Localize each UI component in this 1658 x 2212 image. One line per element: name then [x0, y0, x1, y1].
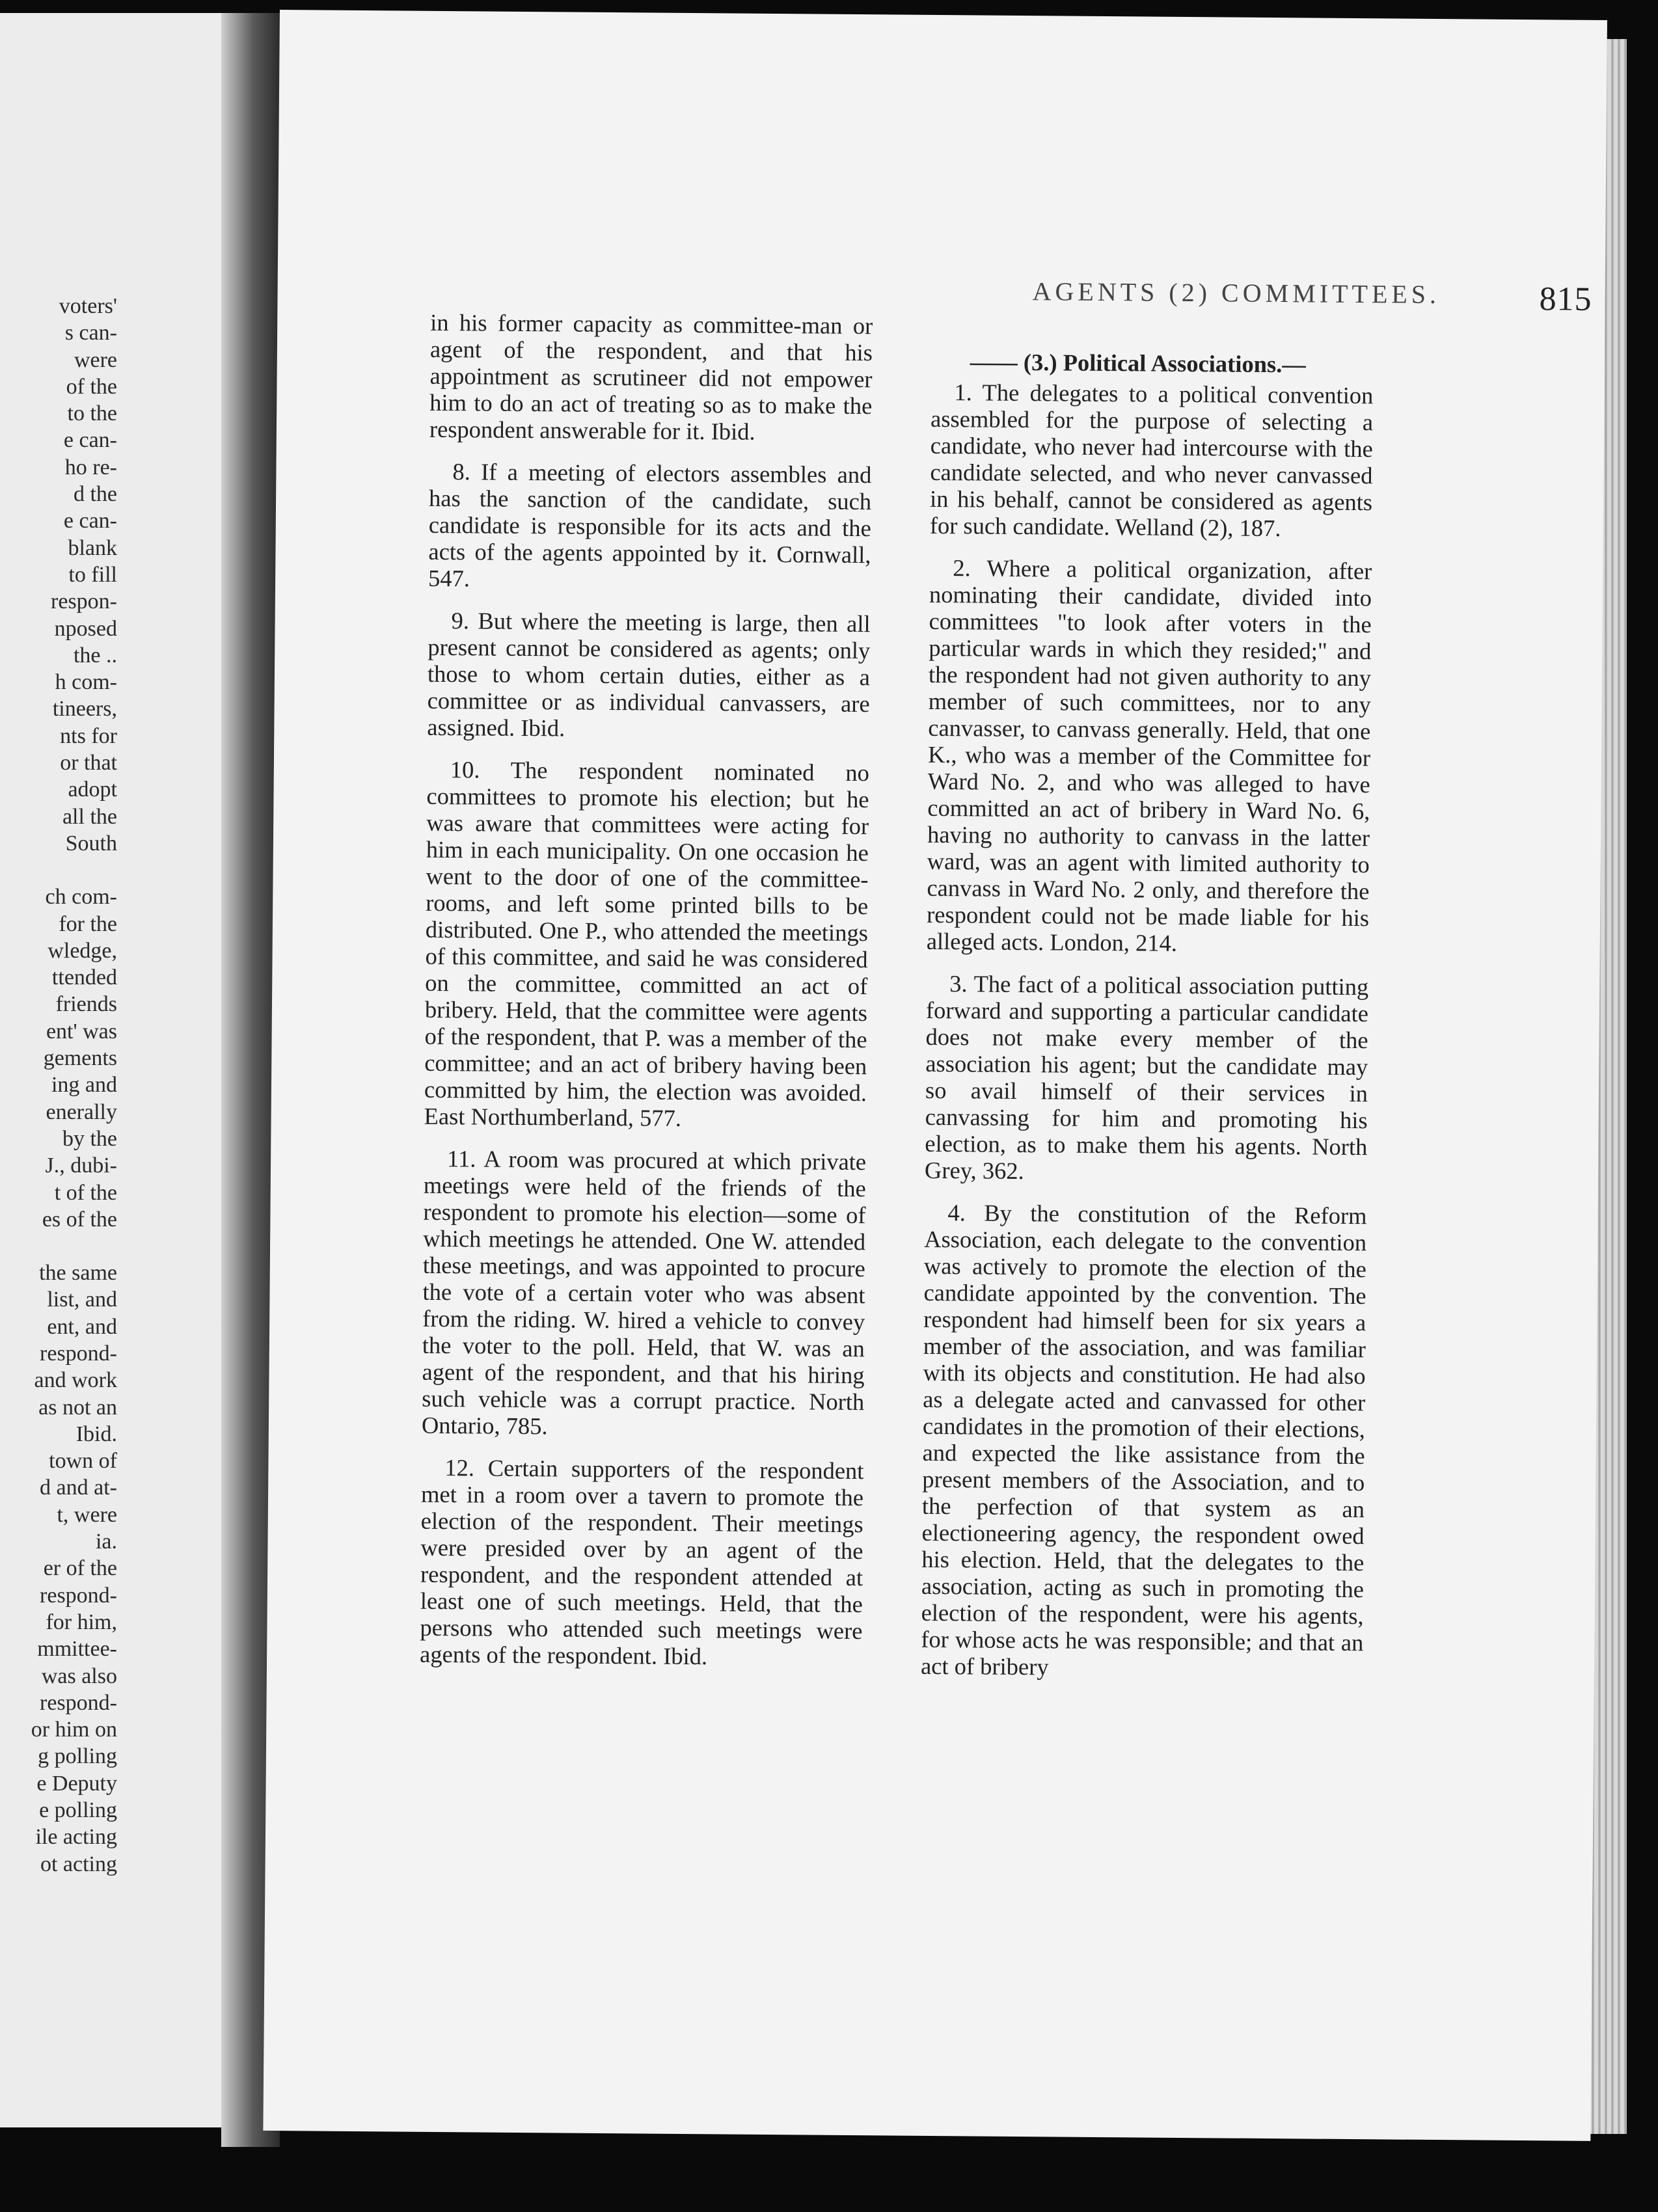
left-fragment-line: t, were — [57, 1502, 117, 1527]
book-page-815 — [263, 10, 1607, 2141]
left-fragment-line: tineers, — [52, 697, 117, 722]
left-fragment-line: for the — [59, 911, 117, 936]
left-fragment-line: ent, and — [47, 1314, 117, 1339]
text-column-right — [921, 348, 1374, 1698]
paragraph-continued: in his former capacity as committee-man or agent of the respondent, and that his appointment as scrutineer did not empower him to do an act of treating so as to make the respondent answerable for it. Ibid. — [429, 308, 873, 445]
left-fragment-line: ent' was — [46, 1019, 117, 1044]
left-fragment-line: t of the — [54, 1180, 117, 1205]
left-fragment-line: and work — [34, 1368, 117, 1393]
left-fragment-line: e polling — [39, 1798, 117, 1823]
left-fragment-line: d and at- — [40, 1476, 117, 1500]
left-fragment-line: as not an — [38, 1395, 117, 1420]
left-fragment-line: mmittee- — [37, 1637, 117, 1662]
left-fragment-line: voters' — [59, 294, 117, 318]
running-header — [759, 274, 1592, 318]
left-fragment-line: e can- — [63, 509, 117, 533]
left-fragment-line — [0, 857, 117, 883]
left-fragment-line: g polling — [38, 1744, 117, 1769]
left-fragment-line: er of the — [43, 1556, 117, 1581]
left-fragment-line: Ibid. — [75, 1422, 117, 1446]
left-fragment-line: respond- — [40, 1583, 117, 1608]
left-fragment-line: or that — [60, 751, 117, 776]
left-fragment-line: J., dubi- — [45, 1153, 117, 1178]
left-fragment-line: nposed — [54, 616, 117, 641]
left-fragment-line: friends — [55, 992, 117, 1017]
left-fragment-line: to the — [67, 401, 117, 426]
left-fragment-line: respon- — [51, 589, 117, 614]
paragraph-4: 4. By the constitution of the Reform Association, each delegate to the convention was actively to promote the election of the candidate appointed by the convention. The respondent had himself been for six years a member of the association, and was familiar with its objects and constitution. He had also as a delegate acted and canvassed for other candidates in the promotion of their elections, and expected the like assistance from the present members of the Association, and to the perfection of that system as an electioneering agency, the respondent owed his election. Held, that the delegates to the association, acting as such in promoting the election of the respondent, were his agents, for whose acts he was responsible; and that an act of bribery — [920, 1199, 1367, 1680]
section-heading: —— (3.) Political Associations.— — [970, 348, 1306, 378]
left-fragment-line: all the — [62, 804, 117, 829]
running-title: AGENTS (2) COMMITTEES. — [1032, 276, 1441, 310]
left-fragment-line: d the — [73, 482, 117, 507]
left-page-text-fragments — [0, 293, 117, 1878]
text-column-left — [420, 309, 873, 1686]
left-fragment-line: gements — [43, 1046, 117, 1071]
paragraph-8: 8. If a meeting of electors assembles and has the sanction of the candidate, such candidate is responsible for its acts and the acts of the agents appointed by it. Cornwall, 547. — [428, 458, 872, 592]
paragraph-10: 10. The respondent nominated no committees to promote his election; but he was aware that committees were acting for him in each municipality. On one occasion he went to the door of one of the committee-rooms, and left some printed bills to be distributed. One P., who attended the meetings of this committee, and said he was considered on the committee, committed an act of bribery. Held, that the committee were agents of the respondent, that P. was a member of the committee; and an act of bribery having been committed by him, the election was avoided. East Northumberland, 577. — [424, 756, 869, 1131]
left-fragment-line: blank — [68, 535, 117, 560]
paragraph-2: 2. Where a political organization, after nominating their candidate, divided into committees "to look after voters in the particular wards in which they resided;" and the respondent had not given authority to any member of such committees, nor to any canvasser, to canvass generally. Held, that one K., who was a member of the Committee for Ward No. 2, and who was alleged to have committed an act of bribery in Ward No. 6, having no authority to canvass in the latter ward, was an agent with limited authority to canvass in Ward No. 2 only, and therefore the respondent could not be made liable for his alleged acts. London, 214. — [926, 554, 1372, 956]
left-fragment-line: the .. — [73, 643, 117, 668]
left-fragment-line: respond- — [40, 1341, 117, 1366]
left-fragment-line: town of — [49, 1449, 117, 1474]
left-fragment-line: wledge, — [48, 938, 117, 963]
left-fragment-line: respond- — [40, 1690, 117, 1715]
left-fragment-line: South — [65, 831, 117, 856]
left-fragment-line: ttended — [51, 965, 117, 990]
left-fragment-line: s can- — [64, 321, 117, 345]
paragraph-9: 9. But where the meeting is large, then all present cannot be considered as agents; only those to whom certain duties, either as a committee or as individual canvassers, are assigned. Ibid. — [427, 607, 871, 742]
left-fragment-line: by the — [62, 1126, 117, 1151]
paragraph-1: 1. The delegates to a political convention assembled for the purpose of selecting a candidate, who never had intercourse with the candidate selected, and who never canvassed in his behalf, cannot be considered as agents for such candidate. Welland (2), 187. — [929, 379, 1374, 542]
left-fragment-line: to fill — [68, 562, 117, 587]
facing-page-left — [0, 13, 221, 2127]
left-fragment-line: enerally — [46, 1099, 117, 1124]
left-fragment-line: nts for — [60, 723, 117, 748]
page-number: 815 — [1539, 280, 1592, 318]
left-fragment-line — [0, 1233, 117, 1260]
left-fragment-line: ho re- — [64, 455, 117, 479]
left-fragment-line: e Deputy — [36, 1771, 117, 1796]
left-fragment-line: ch com- — [45, 885, 117, 910]
left-fragment-line: ile acting — [35, 1825, 117, 1850]
left-fragment-line: list, and — [47, 1288, 117, 1312]
left-fragment-line: ing and — [51, 1073, 117, 1098]
left-fragment-line: es of the — [42, 1207, 117, 1232]
left-fragment-line: were — [74, 347, 117, 372]
left-fragment-line: h com- — [55, 670, 117, 695]
left-fragment-line: for him, — [46, 1610, 117, 1634]
left-fragment-line: of the — [66, 374, 117, 399]
left-fragment-line: or him on — [31, 1718, 117, 1742]
left-fragment-line: ia. — [95, 1530, 117, 1554]
left-fragment-line: adopt — [68, 777, 117, 802]
paragraph-3: 3. The fact of a political association putting forward and supporting a particular candidate does not make every member of the association his agent; but the candidate may so avail himself of their services in canvassing for him and promoting his election, as to make them his agents. North Grey, 362. — [924, 970, 1369, 1185]
left-fragment-line: the same — [39, 1261, 117, 1286]
left-fragment-line: ot acting — [40, 1852, 117, 1876]
left-fragment-line: e can- — [63, 428, 117, 453]
left-fragment-line: was also — [41, 1664, 117, 1688]
paragraph-12: 12. Certain supporters of the respondent met in a room over a tavern to promote the election of the respondent. Their meetings were presided over by an agent of the respondent, and the respondent attended at least one of such meetings. Held, that the persons who attended such meetings were agents of the respondent. Ibid. — [419, 1454, 864, 1670]
paragraph-11: 11. A room was procured at which private meetings were held of the friends of the respondent to promote his election—some of which meetings he attended. One W. attended these meetings, and was appointed to procure the vote of a certain voter who was absent from the riding. W. hired a vehicle to convey the voter to the poll. Held, that W. was an agent of the respondent, and that his hiring such vehicle was a corrupt practice. North Ontario, 785. — [421, 1145, 867, 1440]
